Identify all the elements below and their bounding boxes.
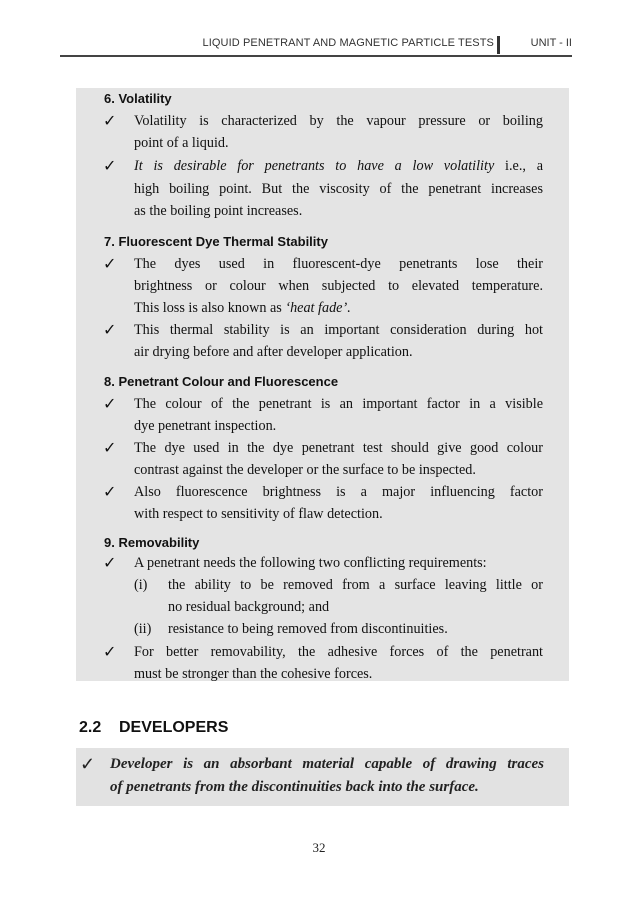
text-line-mixed: [134, 158, 543, 175]
check-icon: ✓: [103, 644, 117, 661]
heading-removability: 9. Removability: [104, 535, 200, 550]
heading-thermal-stability: 7. Fluorescent Dye Thermal Stability: [104, 234, 328, 249]
check-icon: ✓: [103, 440, 117, 457]
section-title: DEVELOPERS: [119, 719, 229, 736]
text-line: must be stronger than the cohesive forces.: [134, 666, 373, 682]
text-line: with respect to sensitivity of flaw detection.: [134, 506, 383, 522]
check-icon: ✓: [103, 158, 117, 175]
list-marker-i: (i): [134, 577, 148, 593]
running-header: [60, 37, 572, 55]
text-line: resistance to being removed from discontinuities.: [168, 621, 448, 637]
check-icon: ✓: [80, 754, 96, 774]
header-separator: [497, 36, 500, 54]
check-icon: ✓: [103, 484, 117, 501]
text-line: Volatility is characterized by the vapour pressure or boiling: [134, 113, 543, 129]
check-icon: ✓: [103, 396, 117, 413]
text-line: Also fluorescence brightness is a major influencing factor: [134, 484, 543, 500]
text-line: point of a liquid.: [134, 135, 229, 151]
text-line: brightness or colour when subjected to elevated temperature.: [134, 278, 543, 294]
text-line: as the boiling point increases.: [134, 203, 303, 219]
header-rule: [60, 55, 572, 57]
check-icon: ✓: [103, 322, 117, 339]
text-line: contrast against the developer or the surface to be inspected.: [134, 462, 476, 478]
text-line: dye penetrant inspection.: [134, 418, 277, 434]
text-line: the ability to be removed from a surface leaving little or: [168, 577, 543, 593]
definition-line: Developer is an absorbant material capable of drawing traces: [110, 756, 544, 772]
text-line: The colour of the penetrant is an important factor in a visible: [134, 396, 543, 412]
definition-line: of penetrants from the discontinuities back into the surface.: [110, 779, 479, 795]
heading-colour-fluorescence: 8. Penetrant Colour and Fluorescence: [104, 374, 339, 389]
text-line: no residual background; and: [168, 599, 330, 615]
text-span: This loss is also known as: [134, 300, 286, 316]
check-icon: ✓: [103, 555, 117, 572]
check-icon: ✓: [103, 256, 117, 273]
heading-volatility: 6. Volatility: [104, 91, 172, 106]
section-number: 2.2: [79, 719, 102, 736]
page-number: 32: [312, 840, 326, 855]
text-line: The dye used in the dye penetrant test should give good colour: [134, 440, 543, 456]
text-line-mixed: [134, 300, 543, 317]
text-line: For better removability, the adhesive forces of the penetrant: [134, 644, 543, 660]
italic-emphasis: It is desirable for penetrants to have a low volatility: [134, 158, 495, 174]
text-line: The dyes used in fluorescent-dye penetrants lose their: [134, 256, 543, 272]
list-marker-ii: (ii): [134, 621, 152, 637]
text-span: i.e., a: [494, 158, 543, 174]
italic-emphasis: ‘heat fade’.: [285, 300, 351, 316]
text-line: This thermal stability is an important consideration during hot: [134, 322, 543, 338]
text-line: air drying before and after developer application.: [134, 344, 413, 360]
check-icon: ✓: [103, 113, 117, 130]
header-title: LIQUID PENETRANT AND MAGNETIC PARTICLE TESTS: [202, 37, 494, 49]
text-line: high boiling point. But the viscosity of the penetrant increases: [134, 181, 543, 197]
section-heading-developers: [79, 719, 228, 737]
text-line: A penetrant needs the following two conflicting requirements:: [134, 555, 487, 571]
header-unit: UNIT - II: [530, 37, 572, 49]
